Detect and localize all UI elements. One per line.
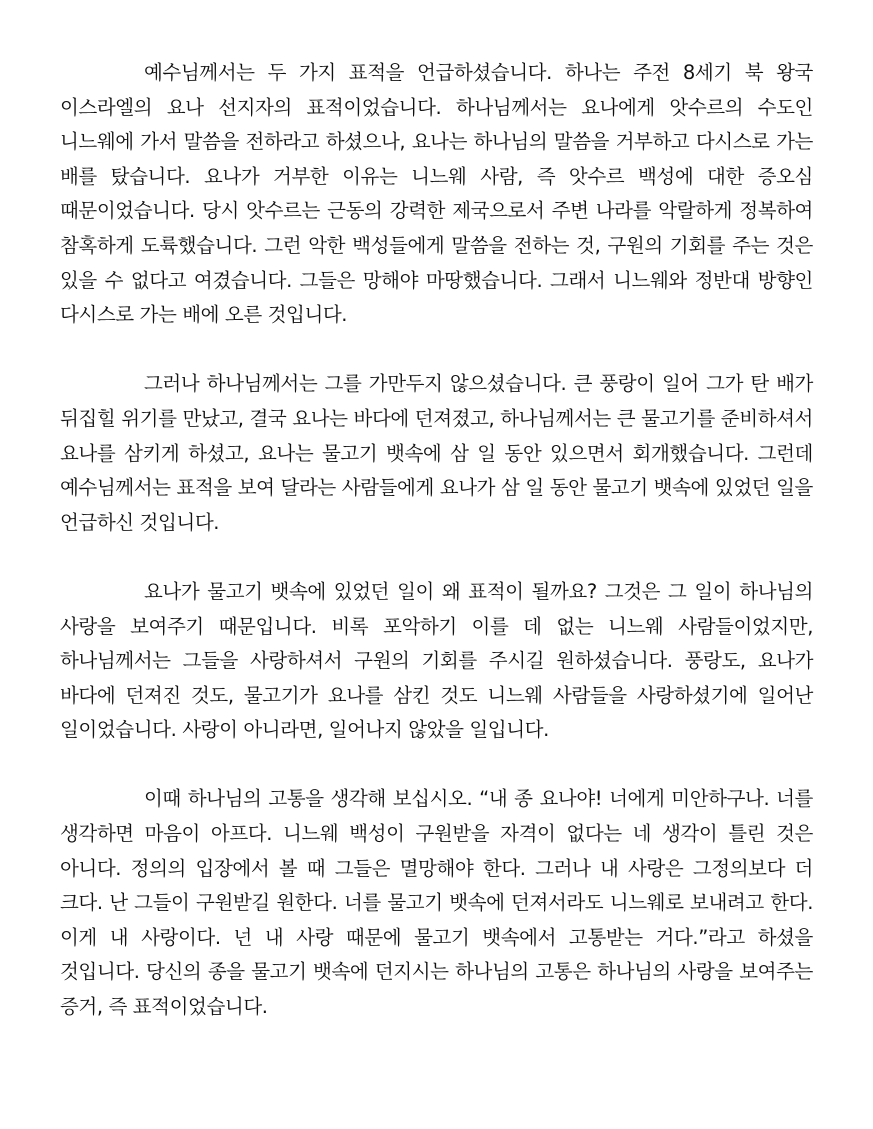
- paragraph-4: 이때 하나님의 고통을 생각해 보십시오. “내 종 요나야! 너에게 미안하구나. 너를 생각하면 마음이 아프다. 니느웨 백성이 구원받을 자격이 없다는 네 생각이 틀린 것은 아니다. 정의의 입장에서 볼 때 그들은 멸망해야 한다. 그러나 내 사랑은 그정의보다 더 크다. 난 그들이 구원받길 원한다. 너를 물고기 뱃속에 던져서라도 니느웨로 보내려고 한다. 이게 내 사랑이다. 넌 내 사랑 때문에 물고기 뱃속에서 고통받는 거다.”라고 하셨을 것입니다. 당신의 종을 물고기 뱃속에 던지시는 하나님의 고통은 하나님의 사랑을 보여주는 증거, 즉 표적이었습니다.: [60, 787, 813, 1019]
- document-body: [60, 56, 813, 1025]
- paragraph-1: 예수님께서는 두 가지 표적을 언급하셨습니다. 하나는 주전 8세기 북 왕국 이스라엘의 요나 선지자의 표적이었습니다. 하나님께서는 요나에게 앗수르의 수도인 니느웨에 가서 말씀을 전하라고 하셨으나, 요나는 하나님의 말씀을 거부하고 다시스로 가는 배를 탔습니다. 요나가 거부한 이유는 니느웨 사람, 즉 앗수르 백성에 대한 증오심 때문이었습니다. 당시 앗수르는 근동의 강력한 제국으로서 주변 나라를 악랄하게 정복하여 참혹하게 도륙했습니다. 그런 악한 백성들에게 말씀을 전하는 것, 구원의 기회를 주는 것은 있을 수 없다고 여겼습니다. 그들은 망해야 마땅했습니다. 그래서 니느웨와 정반대 방향인 다시스로 가는 배에 오른 것입니다.: [60, 61, 813, 327]
- paragraph-2: 그러나 하나님께서는 그를 가만두지 않으셨습니다. 큰 풍랑이 일어 그가 탄 배가 뒤집힐 위기를 만났고, 결국 요나는 바다에 던져졌고, 하나님께서는 큰 물고기를 준비하셔서 요나를 삼키게 하셨고, 요나는 물고기 뱃속에 삼 일 동안 있으면서 회개했습니다. 그런데 예수님께서는 표적을 보여 달라는 사람들에게 요나가 삼 일 동안 물고기 뱃속에 있었던 일을 언급하신 것입니다.: [60, 372, 813, 534]
- paragraph-3: 요나가 물고기 뱃속에 있었던 일이 왜 표적이 될까요? 그것은 그 일이 하나님의 사랑을 보여주기 때문입니다. 비록 포악하기 이를 데 없는 니느웨 사람들이었지만, 하나님께서는 그들을 사랑하셔서 구원의 기회를 주시길 원하셨습니다. 풍랑도, 요나가 바다에 던져진 것도, 물고기가 요나를 삼킨 것도 니느웨 사람들을 사랑하셨기에 일어난 일이었습니다. 사랑이 아니라면, 일어나지 않았을 일입니다.: [60, 579, 813, 742]
